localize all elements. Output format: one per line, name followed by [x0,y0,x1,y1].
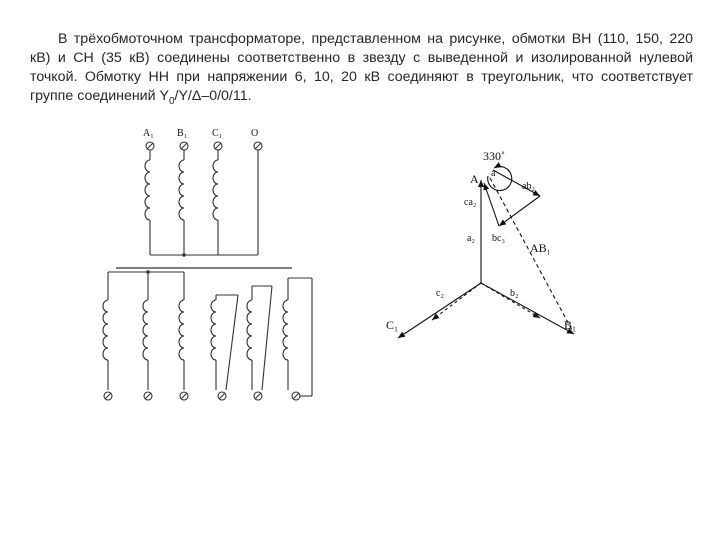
vector-ca2 [484,183,499,226]
label-bc3: bc₃ [492,233,505,244]
terminal-label-o: O [251,128,259,139]
label-ab1: AB₁ [530,241,551,255]
terminal-label-c1: C₁ [212,128,223,139]
label-a: a [491,168,496,179]
label-angle: 330˚ [483,149,505,163]
problem-text-part1: В трёхобмоточном трансформаторе, представленном на рисунке, обмотки ВН (110, 150, 220 кВ) и СН (35 кВ) соединены соответственно в звезду с выведенной и изолированной нулевой точкой. Обмотку НН при напряжении 6, 10, 20 кВ соединяют в треугольник, что соответствует группе соединений Y [30,31,693,104]
terminal-label-b1: B₁ [177,128,188,139]
label-ab2: ab₂ [522,181,535,192]
terminal-label-a1: A₁ [143,128,154,139]
label-ca2: ca₂ [464,197,477,208]
problem-text-subscript: 0 [168,95,175,107]
vector-bc3 [499,196,540,226]
label-A: A [470,172,479,186]
label-C1: C₁ [386,318,399,332]
label-a2: a₂ [467,233,475,244]
problem-text-part2: /Y/Δ–0/0/11. [174,88,252,104]
label-c2: c₂ [436,288,444,299]
label-B1: B₁ [564,318,577,332]
label-b2: b₂ [510,288,519,299]
